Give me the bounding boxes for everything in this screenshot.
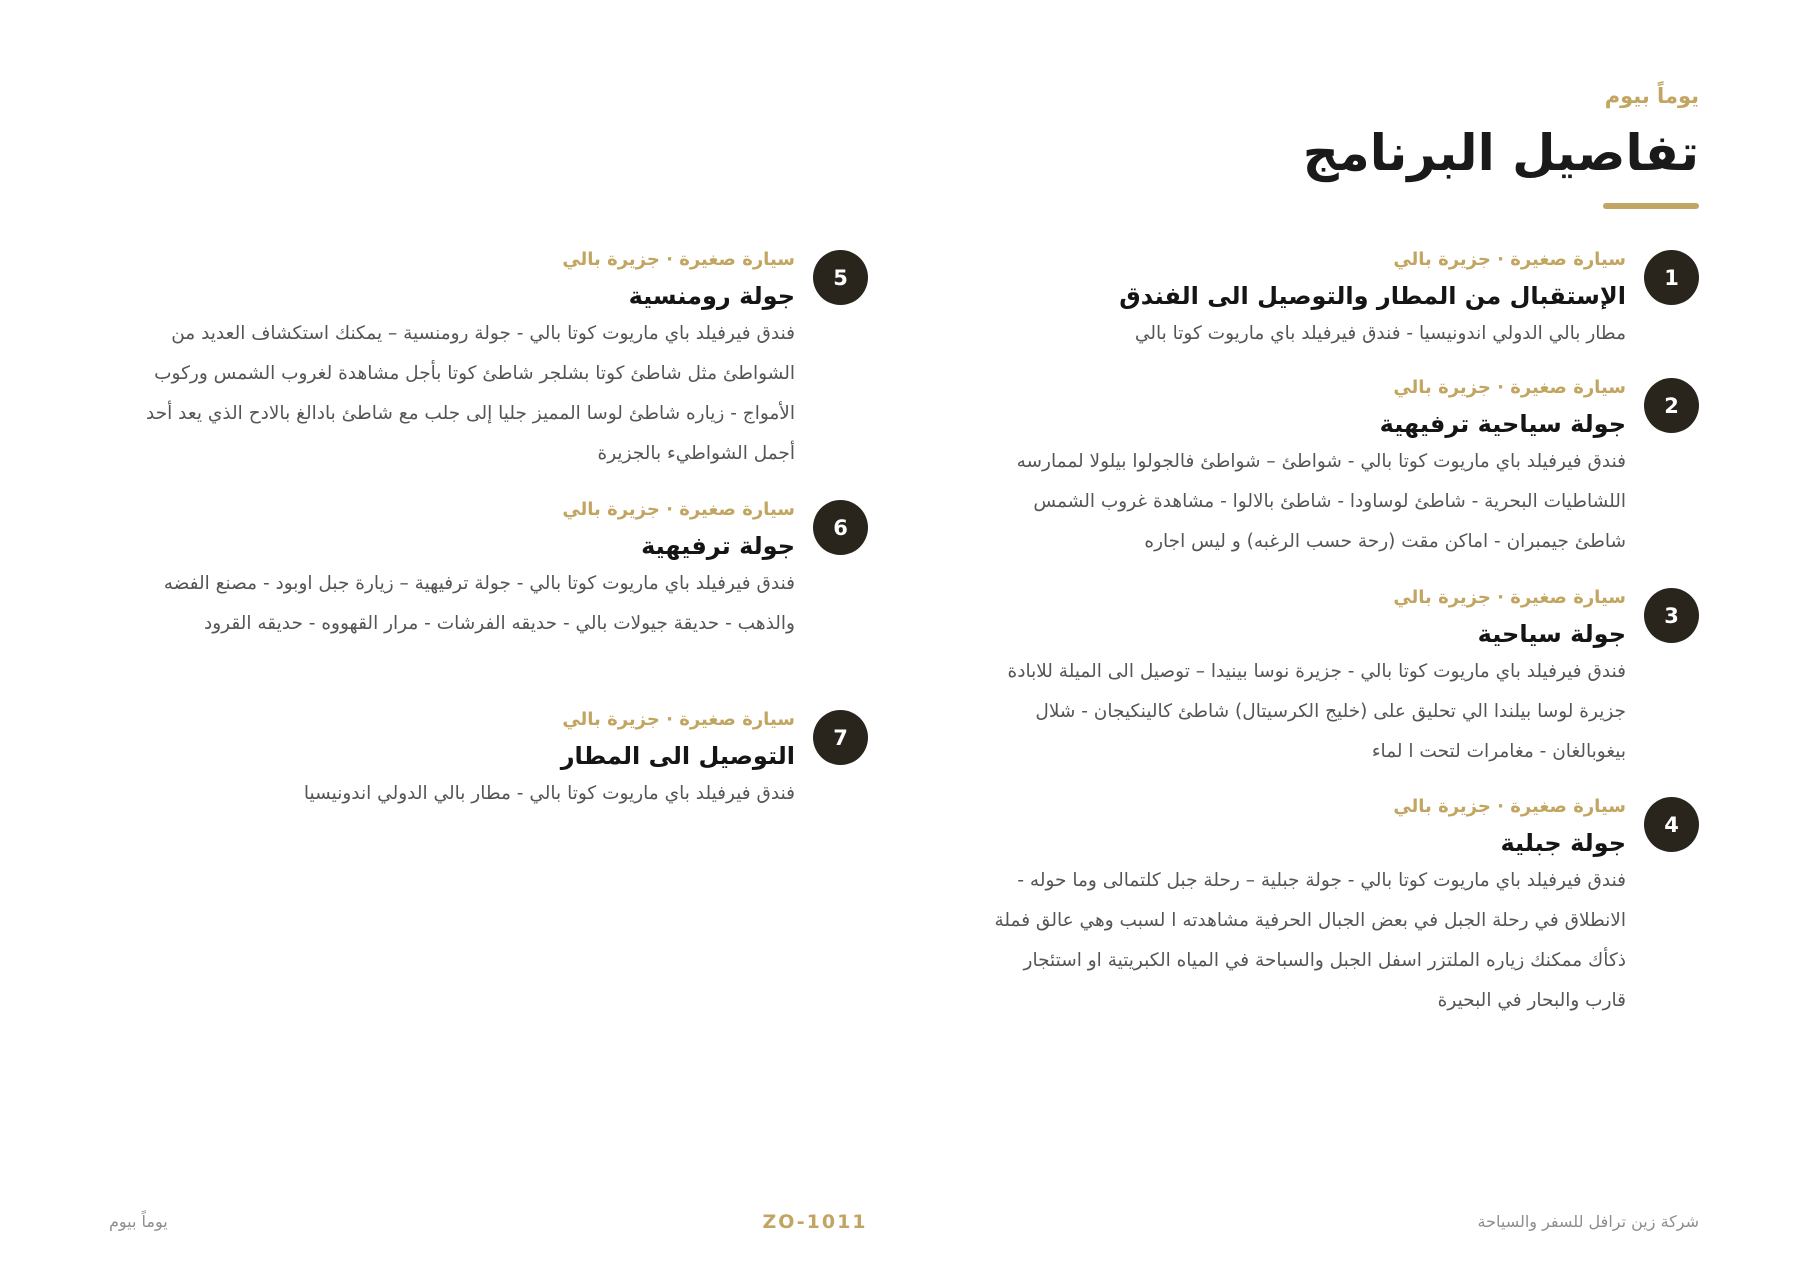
- day-meta: سيارة صغيرة · جزيرة بالي: [562, 499, 795, 520]
- day-description: فندق فيرفيلد باي ماريوت كوتا بالي - شواطئ – شواطئ فالجولوا بيلولا لممارسه اللشاطيات البحرية - شاطئ لوساودا - شاطئ بالالوا - مشاهدة غروب الشمس شاطئ جيمبران - اماكن مقت (رحة حسب الرغبه) و ليس اجاره: [1016, 451, 1626, 552]
- day-number-badge: 7: [813, 710, 868, 765]
- day-meta: سيارة صغيرة · جزيرة بالي: [1393, 587, 1626, 608]
- day-title: جولة سياحية: [1477, 620, 1626, 648]
- page-header: [1303, 84, 1699, 209]
- day-description: فندق فيرفيلد باي ماريوت كوتا بالي - جولة رومنسية – يمكنك استكشاف العديد من الشواطئ مثل شاطئ كوتا بشلجر شاطئ كوتا بأجل مشاهدة لغروب الشمس وركوب الأمواج - زياره شاطئ لوسا المميز جليا إلى جلب مع شاطئ بادالغ بالادح الذي يعد أحد أجمل الشواطيء بالجزيرة: [146, 323, 795, 464]
- day-title: جولة سياحية ترفيهية: [1379, 410, 1626, 438]
- day-description: فندق فيرفيلد باي ماريوت كوتا بالي - جزيرة نوسا بينيدا – توصيل الى الميلة للابادة جزيرة لوسا بيلندا الي تحليق على (خليج الكرسيتال) شاطئ كالينكيجان - شلال بيغوبالغان - مغامرات لتحت ا لماء: [1007, 661, 1626, 762]
- day-description: مطار بالي الدولي اندونيسيا - فندق فيرفيلد باي ماريوت كوتا بالي: [1134, 323, 1626, 344]
- day-meta: سيارة صغيرة · جزيرة بالي: [562, 709, 795, 730]
- day-meta: سيارة صغيرة · جزيرة بالي: [1393, 249, 1626, 270]
- day-title: جولة رومنسية: [628, 282, 795, 310]
- day-number-badge: 2: [1644, 378, 1699, 433]
- day-title: الإستقبال من المطار والتوصيل الى الفندق: [1119, 282, 1626, 310]
- day-title: جولة ترفيهية: [641, 532, 795, 560]
- day-number-badge: 4: [1644, 797, 1699, 852]
- day-description: فندق فيرفيلد باي ماريوت كوتا بالي - مطار بالي الدولي اندونيسيا: [303, 783, 795, 804]
- section-eyebrow: يوماً بيوم: [1604, 84, 1699, 108]
- day-description: فندق فيرفيلد باي ماريوت كوتا بالي - جولة ترفيهية – زيارة جبل اوبود - مصنع الفضه والذهب - حديقة جيولات بالي - حديقه الفرشات - مرار القهووه - حديقه القرود: [163, 573, 795, 634]
- day-meta: سيارة صغيرة · جزيرة بالي: [562, 249, 795, 270]
- footer-company-name: شركة زين ترافل للسفر والسياحة: [1477, 1212, 1699, 1231]
- footer-document-code: ZO-1011: [762, 1211, 868, 1233]
- page-title: تفاصيل البرنامج: [1302, 124, 1699, 183]
- day-number-badge: 6: [813, 500, 868, 555]
- footer-section-name: يوماً بيوم: [109, 1212, 168, 1231]
- day-meta: سيارة صغيرة · جزيرة بالي: [1393, 796, 1626, 817]
- day-meta: سيارة صغيرة · جزيرة بالي: [1393, 377, 1626, 398]
- day-number-badge: 3: [1644, 588, 1699, 643]
- day-number-badge: 5: [813, 250, 868, 305]
- day-description: فندق فيرفيلد باي ماريوت كوتا بالي - جولة جبلية – رحلة جبل كلتمالى وما حوله - الانطلاق في رحلة الجبل في بعض الجبال الحرفية مشاهدته ا لسبب وهي عالق فملة ذكأك ممكنك زياره الملتزر اسفل الجبل والسباحة في المياه الكبريتية او استئجار قارب والبحار في البحيرة: [994, 870, 1626, 1011]
- title-underline: [1603, 203, 1699, 209]
- day-number-badge: 1: [1644, 250, 1699, 305]
- day-title: التوصيل الى المطار: [560, 742, 795, 770]
- day-title: جولة جبلية: [1500, 829, 1626, 857]
